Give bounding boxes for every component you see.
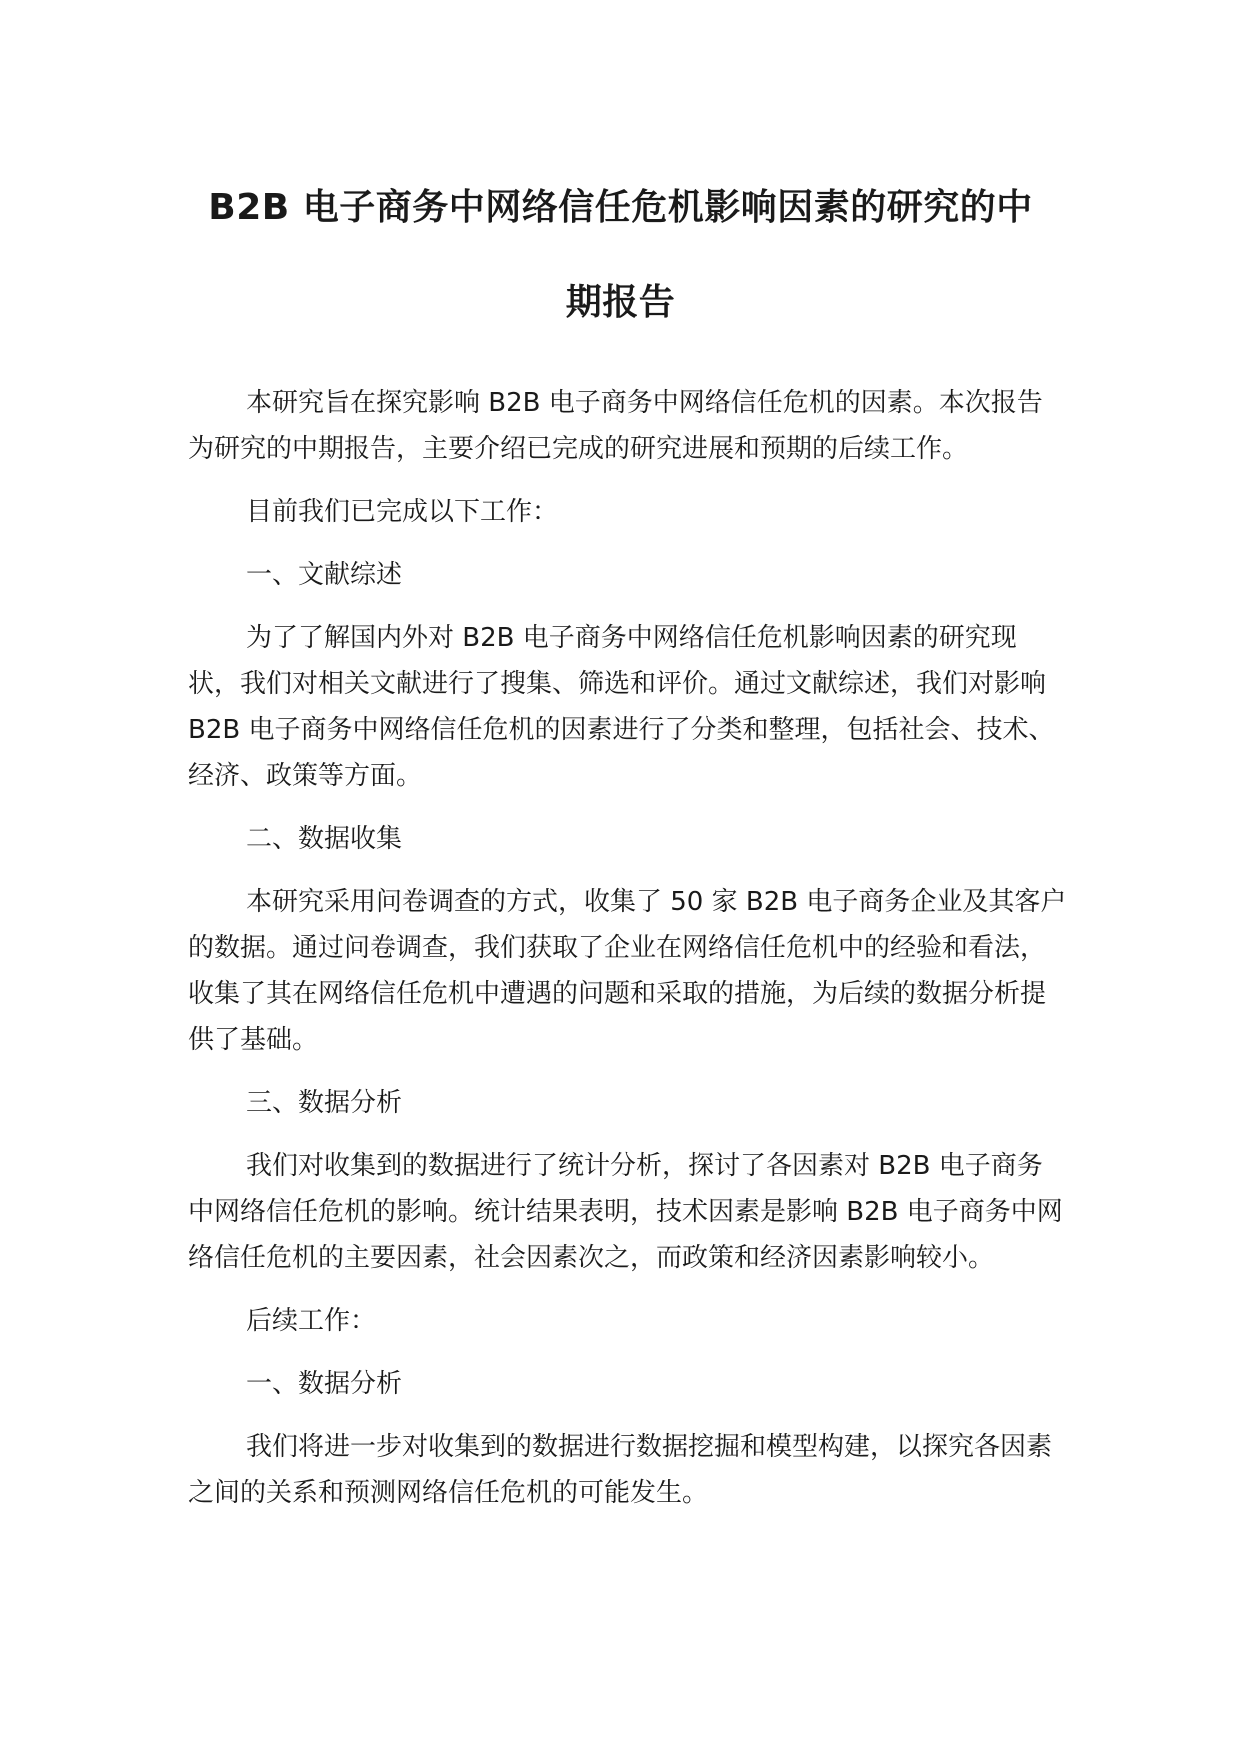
document-body [188, 380, 1068, 1533]
intro-paragraph: 本研究旨在探究影响 B2B 电子商务中网络信任危机的因素。本次报告为研究的中期报告，主要介绍已完成的研究进展和预期的后续工作。 [188, 388, 1043, 464]
section-heading-future-data-analysis: 一、数据分析 [246, 1369, 403, 1399]
future-data-analysis-paragraph: 我们将进一步对收集到的数据进行数据挖掘和模型构建，以探究各因素之间的关系和预测网络信任危机的可能发生。 [188, 1432, 1053, 1508]
future-work-heading: 后续工作： [246, 1306, 377, 1336]
literature-review-paragraph: 为了了解国内外对 B2B 电子商务中网络信任危机影响因素的研究现状，我们对相关文献进行了搜集、筛选和评价。通过文献综述，我们对影响 B2B 电子商务中网络信任危机的因素进行了分类和整理，包括社会、技术、经济、政策等方面。 [188, 623, 1055, 791]
title-line-1: B2B 电子商务中网络信任危机影响因素的研究的中 [208, 187, 1033, 228]
section-heading-data-analysis: 三、数据分析 [246, 1088, 403, 1118]
document-title [150, 160, 1091, 350]
completed-work-heading: 目前我们已完成以下工作： [246, 497, 559, 527]
data-analysis-paragraph: 我们对收集到的数据进行了统计分析，探讨了各因素对 B2B 电子商务中网络信任危机的影响。统计结果表明，技术因素是影响 B2B 电子商务中网络信任危机的主要因素，社会因素次之，而政策和经济因素影响较小。 [188, 1151, 1063, 1273]
data-collection-paragraph: 本研究采用问卷调查的方式，收集了 50 家 B2B 电子商务企业及其客户的数据。通过问卷调查，我们获取了企业在网络信任危机中的经验和看法，收集了其在网络信任危机中遭遇的问题和采取的措施，为后续的数据分析提供了基础。 [188, 887, 1067, 1055]
title-line-2: 期报告 [565, 282, 676, 323]
section-heading-literature-review: 一、文献综述 [246, 560, 403, 590]
section-heading-data-collection: 二、数据收集 [246, 824, 403, 854]
